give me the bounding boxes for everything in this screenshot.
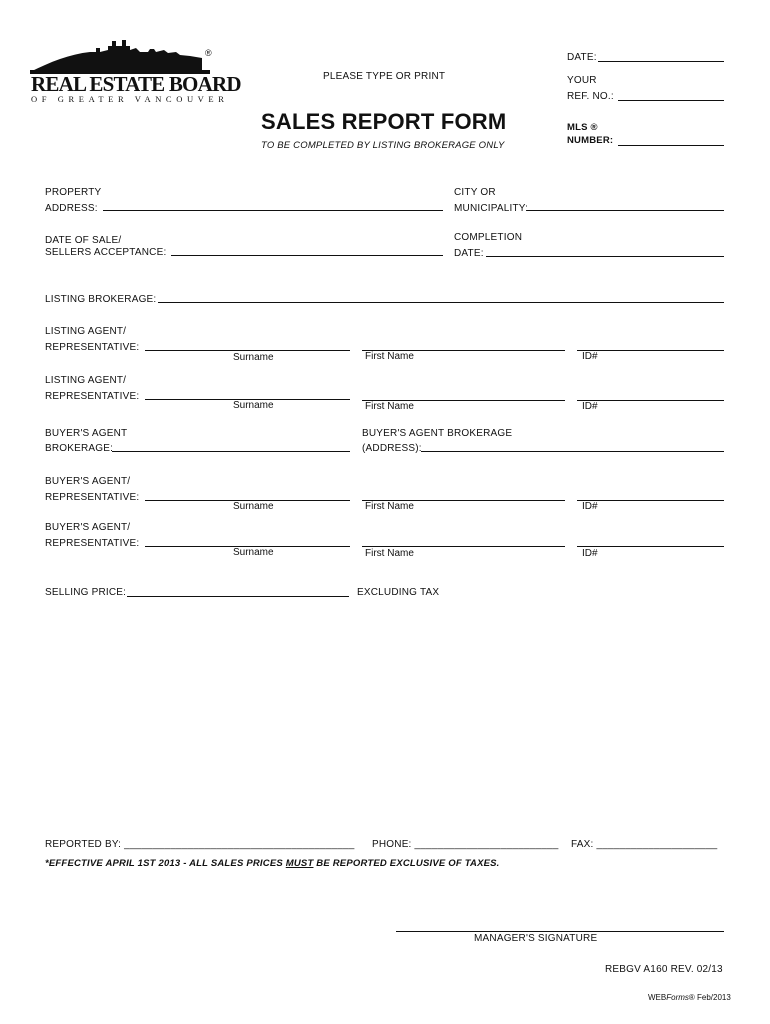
listing-brokerage-label: LISTING BROKERAGE: bbox=[45, 294, 157, 305]
date-label: DATE: bbox=[567, 52, 597, 63]
listing-agent-2-label-line2: REPRESENTATIVE: bbox=[45, 391, 140, 402]
tax-notice bbox=[45, 857, 500, 870]
buyers-agent-1-surname-field[interactable] bbox=[145, 487, 350, 501]
listing-agent-2-surname-field[interactable] bbox=[145, 386, 350, 400]
form-code: REBGV A160 REV. 02/13 bbox=[605, 964, 723, 975]
listing-agent-2-firstname-field[interactable] bbox=[362, 387, 565, 401]
tax-notice-part1: *EFFECTIVE APRIL 1ST 2013 - ALL SALES PRICES bbox=[45, 858, 286, 869]
tax-notice-part2: BE REPORTED EXCLUSIVE OF TAXES. bbox=[313, 858, 500, 869]
listing-agent-2-label-line1: LISTING AGENT/ bbox=[45, 375, 127, 386]
listing-brokerage-field[interactable] bbox=[158, 289, 724, 303]
selling-price-field[interactable] bbox=[127, 583, 349, 597]
listing-agent-1-label-line2: REPRESENTATIVE: bbox=[45, 342, 140, 353]
buyers-brokerage-address-label-line1: BUYER'S AGENT BROKERAGE bbox=[362, 428, 513, 439]
listing-agent-1-id-field[interactable] bbox=[577, 337, 724, 351]
buyers-agent-2-firstname-field[interactable] bbox=[362, 533, 565, 547]
buyers-agent-2-id-caption: ID# bbox=[582, 548, 598, 559]
webforms-part1: WEB bbox=[648, 993, 667, 1002]
buyers-agent-1-firstname-caption: First Name bbox=[365, 501, 414, 512]
listing-agent-1-surname-field[interactable] bbox=[145, 337, 350, 351]
city-label-line2: MUNICIPALITY: bbox=[454, 203, 529, 214]
ref-label-line1: YOUR bbox=[567, 75, 597, 86]
logo-name: REAL ESTATE BOARD bbox=[31, 72, 241, 96]
tax-notice-must: MUST bbox=[285, 858, 314, 869]
buyers-agent-1-label-line1: BUYER'S AGENT/ bbox=[45, 476, 131, 487]
buyers-agent-1-surname-caption: Surname bbox=[233, 501, 274, 512]
signature-label: MANAGER'S SIGNATURE bbox=[474, 933, 598, 944]
mls-number-field[interactable] bbox=[618, 132, 724, 146]
buyers-agent-2-surname-field[interactable] bbox=[145, 533, 350, 547]
buyers-brokerage-address-label-line2: (ADDRESS): bbox=[362, 443, 422, 454]
page-title: SALES REPORT FORM bbox=[261, 109, 507, 134]
property-label-line2: ADDRESS: bbox=[45, 203, 98, 214]
buyers-agent-1-label-line2: REPRESENTATIVE: bbox=[45, 492, 140, 503]
listing-agent-1-firstname-caption: First Name bbox=[365, 351, 414, 362]
completion-label-line1: COMPLETION bbox=[454, 232, 523, 243]
listing-agent-1-label-line1: LISTING AGENT/ bbox=[45, 326, 127, 337]
mls-label-line2: NUMBER: bbox=[567, 135, 614, 146]
fax-label: FAX: _____________________ bbox=[571, 839, 718, 850]
buyers-agent-2-id-field[interactable] bbox=[577, 533, 724, 547]
date-of-sale-label-line2: SELLERS ACCEPTANCE: bbox=[45, 247, 167, 258]
ref-number-field[interactable] bbox=[618, 87, 724, 101]
listing-agent-2-surname-caption: Surname bbox=[233, 400, 274, 411]
buyers-agent-1-id-caption: ID# bbox=[582, 501, 598, 512]
buyers-agent-2-label-line2: REPRESENTATIVE: bbox=[45, 538, 140, 549]
webforms-part2: Forms bbox=[666, 993, 689, 1002]
reported-by-label: REPORTED BY: ________________________________________ bbox=[45, 839, 355, 850]
page-subtitle: TO BE COMPLETED BY LISTING BROKERAGE ONLY bbox=[261, 140, 505, 151]
buyers-agent-1-firstname-field[interactable] bbox=[362, 487, 565, 501]
completion-label-line2: DATE: bbox=[454, 248, 484, 259]
registered-mark: ® bbox=[205, 48, 212, 58]
selling-price-label: SELLING PRICE: bbox=[45, 587, 127, 598]
listing-agent-2-id-field[interactable] bbox=[577, 387, 724, 401]
buyers-agent-2-surname-caption: Surname bbox=[233, 547, 274, 558]
listing-agent-2-firstname-caption: First Name bbox=[365, 401, 414, 412]
property-label-line1: PROPERTY bbox=[45, 187, 102, 198]
date-of-sale-field[interactable] bbox=[171, 242, 443, 256]
listing-agent-2-id-caption: ID# bbox=[582, 401, 598, 412]
listing-agent-1-firstname-field[interactable] bbox=[362, 337, 565, 351]
logo-subtitle: OF GREATER VANCOUVER bbox=[31, 94, 229, 104]
buyers-brokerage-address-field[interactable] bbox=[421, 438, 724, 452]
ref-label-line2: REF. NO.: bbox=[567, 91, 614, 102]
webforms-part3: ® Feb/2013 bbox=[688, 993, 731, 1002]
buyers-brokerage-label-line2: BROKERAGE: bbox=[45, 443, 114, 454]
webforms-credit bbox=[648, 993, 731, 1002]
city-label-line1: CITY OR bbox=[454, 187, 496, 198]
buyers-brokerage-label-line1: BUYER'S AGENT bbox=[45, 428, 128, 439]
property-address-field[interactable] bbox=[103, 197, 443, 211]
excluding-tax-label: EXCLUDING TAX bbox=[357, 587, 440, 598]
buyers-agent-2-firstname-caption: First Name bbox=[365, 548, 414, 559]
city-field[interactable] bbox=[527, 197, 724, 211]
type-or-print-note: PLEASE TYPE OR PRINT bbox=[323, 71, 446, 82]
completion-date-field[interactable] bbox=[486, 243, 724, 257]
buyers-agent-2-label-line1: BUYER'S AGENT/ bbox=[45, 522, 131, 533]
buyers-brokerage-field[interactable] bbox=[112, 438, 350, 452]
date-of-sale-label-line1: DATE OF SALE/ bbox=[45, 235, 122, 246]
listing-agent-1-id-caption: ID# bbox=[582, 351, 598, 362]
buyers-agent-1-id-field[interactable] bbox=[577, 487, 724, 501]
phone-label: PHONE: _________________________ bbox=[372, 839, 559, 850]
skyline-logo-icon bbox=[30, 38, 210, 74]
date-field[interactable] bbox=[598, 48, 724, 62]
mls-label-line1: MLS ® bbox=[567, 122, 598, 133]
listing-agent-1-surname-caption: Surname bbox=[233, 352, 274, 363]
